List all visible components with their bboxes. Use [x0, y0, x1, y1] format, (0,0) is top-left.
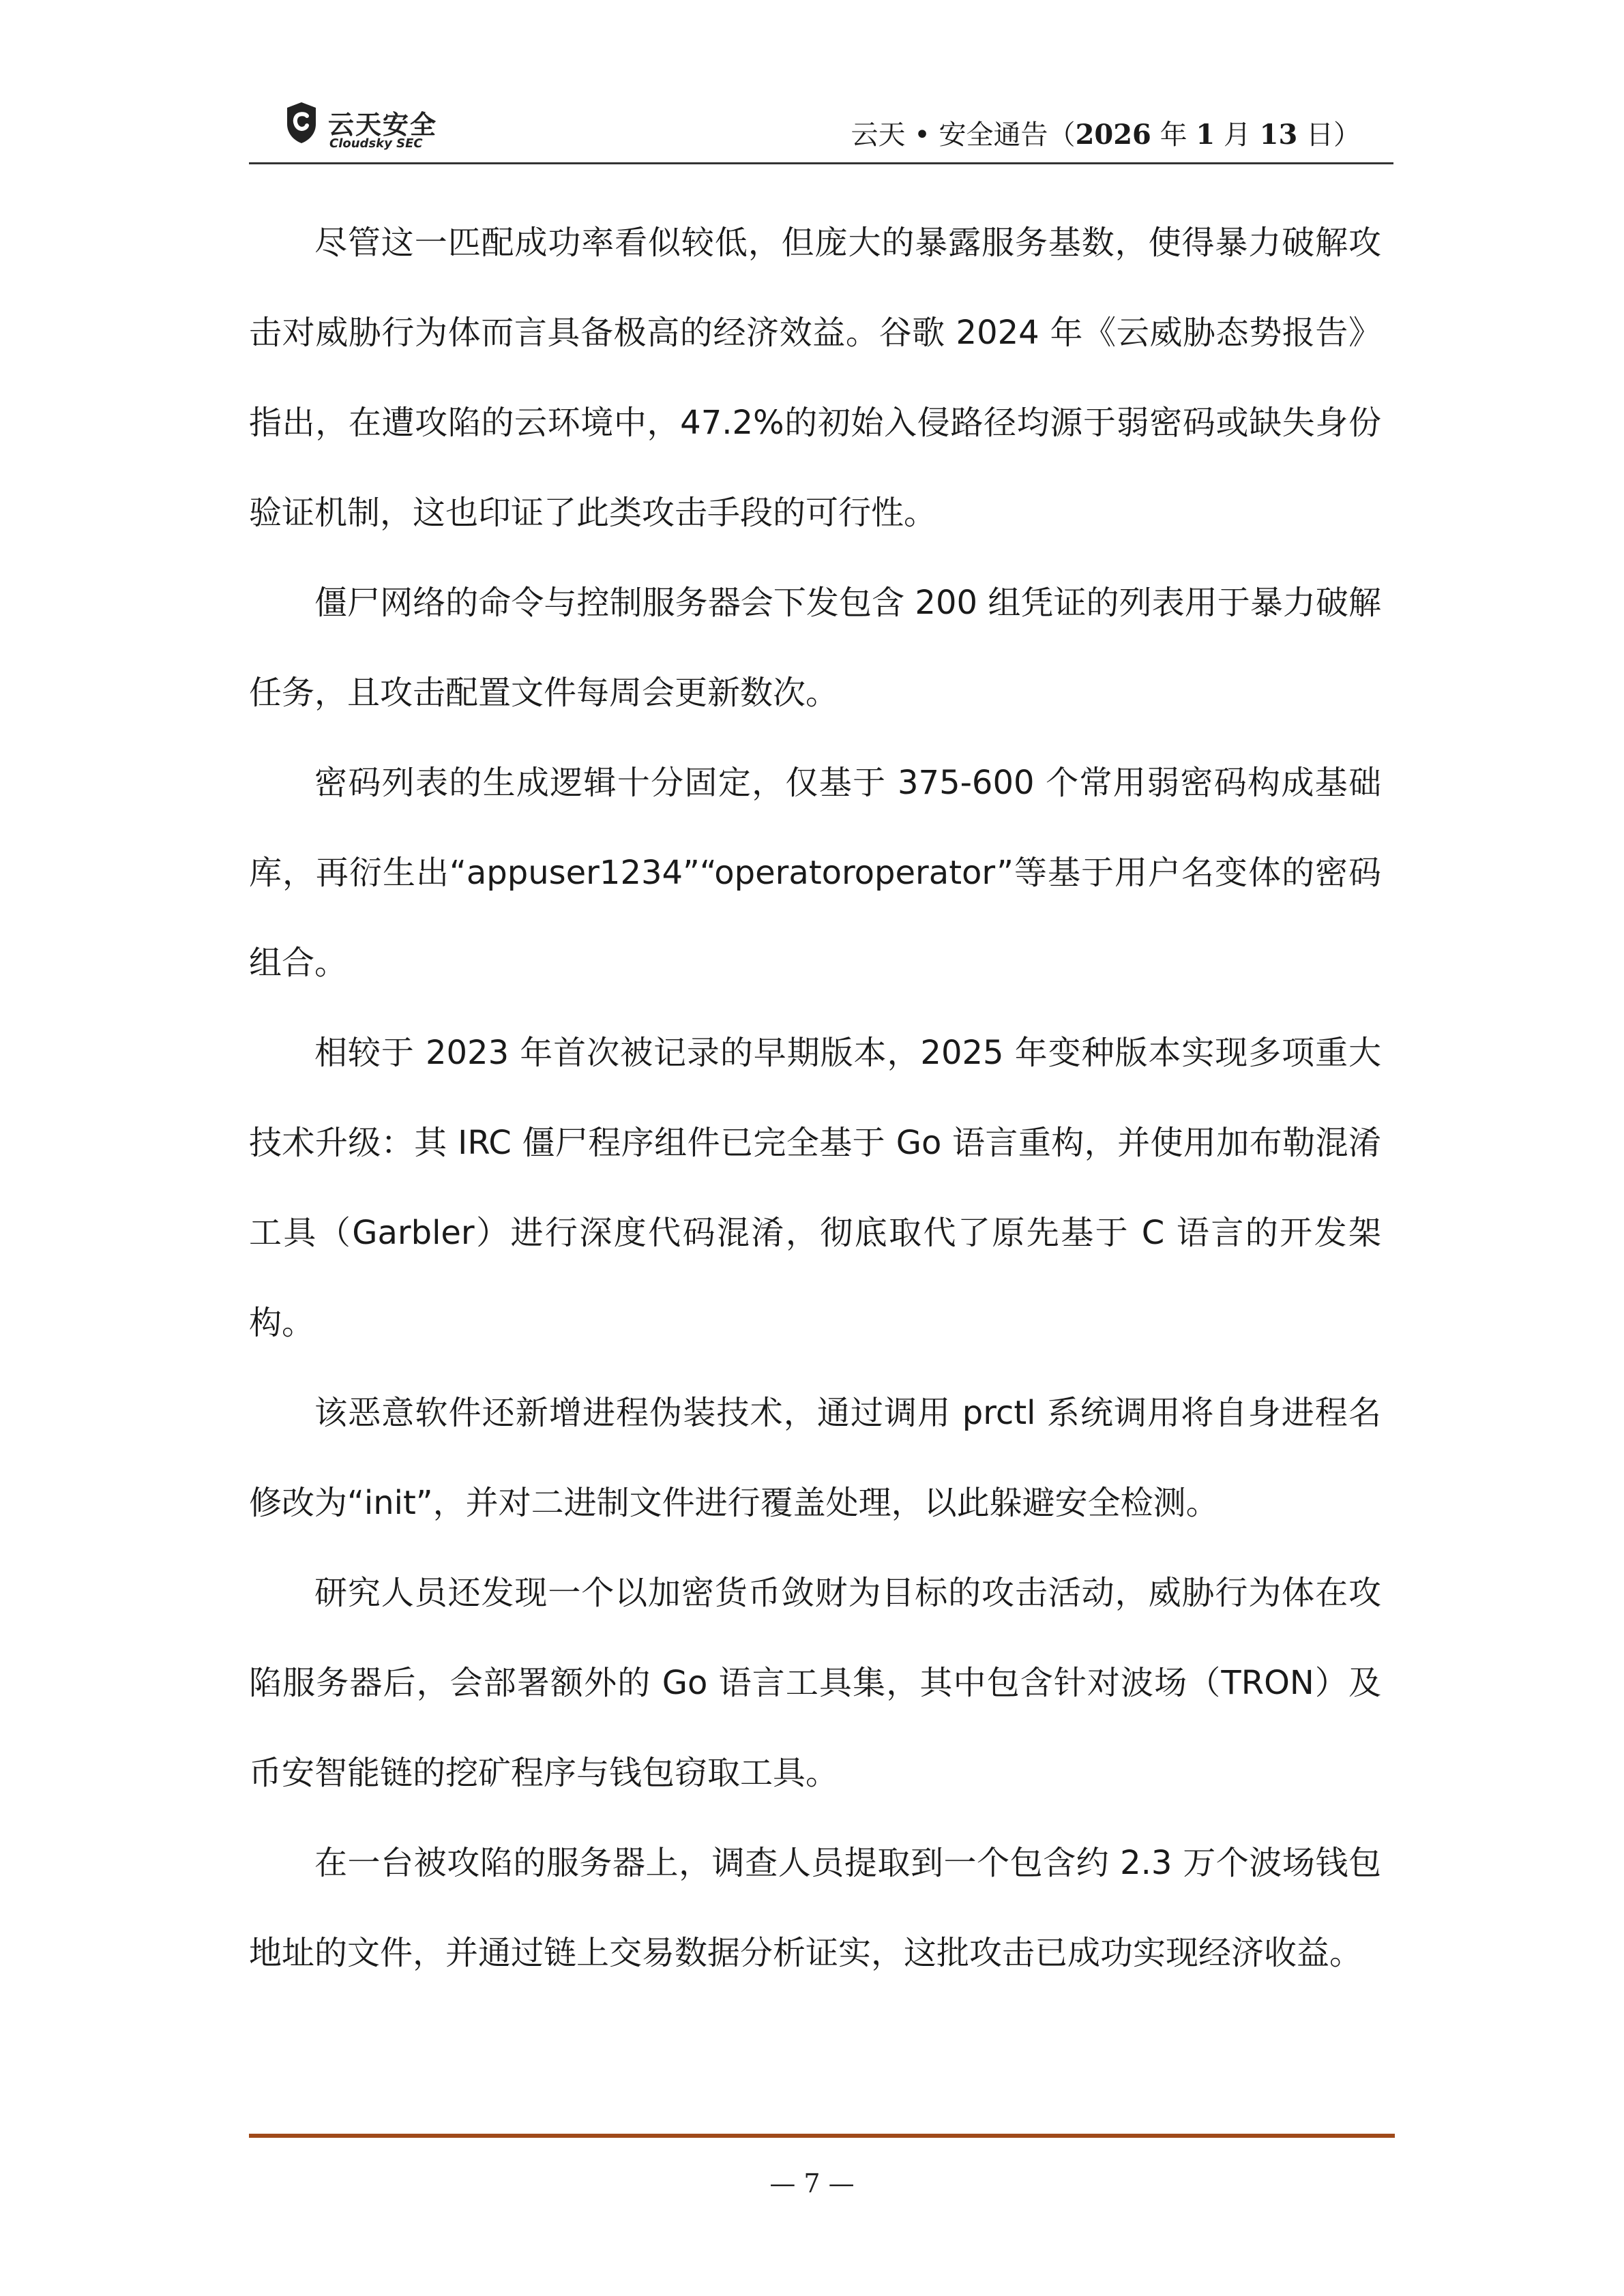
footer-divider [249, 2134, 1395, 2138]
document-body [249, 198, 1381, 1998]
paragraph-crypto-campaign: 研究人员还发现一个以加密货币敛财为目标的攻击活动，威胁行为体在攻陷服务器后，会部署额外的 Go 语言工具集，其中包含针对波场（TRON）及币安智能链的挖矿程序与钱包窃取工具。 [249, 1574, 1381, 1792]
bulletin-title [851, 113, 1361, 152]
paragraph-2025-variant: 相较于 2023 年首次被记录的早期版本，2025 年变种版本实现多项重大技术升级：其 IRC 僵尸程序组件已完全基于 Go 语言重构，并使用加布勒混淆工具（Garbler）进行深度代码混淆，彻底取代了原先基于 C 语言的开发架构。 [249, 1034, 1381, 1342]
paragraph-brute-force-economics: 尽管这一匹配成功率看似较低，但庞大的暴露服务基数，使得暴力破解攻击对威胁行为体而言具备极高的经济效益。谷歌 2024 年《云威胁态势报告》指出，在遭攻陷的云环境中，47.2%的初始入侵路径均源于弱密码或缺失身份验证机制，这也印证了此类攻击手段的可行性。 [249, 224, 1381, 532]
company-logo [284, 101, 516, 155]
bulletin-year: 2026 [1075, 119, 1151, 151]
bulletin-month: 1 [1196, 119, 1215, 151]
paragraph-c2-credentials: 僵尸网络的命令与控制服务器会下发包含 200 组凭证的列表用于暴力破解任务，且攻击配置文件每周会更新数次。 [249, 584, 1381, 712]
shield-logo-icon [284, 101, 319, 145]
bulletin-month-suffix: 月 [1215, 119, 1260, 151]
bulletin-year-suffix: 年 [1151, 119, 1196, 151]
logo-english-name: Cloudsky SEC [329, 136, 423, 151]
bulletin-day: 13 [1259, 119, 1298, 151]
page-number: — 7 — [769, 2168, 855, 2198]
page-header [249, 94, 1393, 166]
bulletin-day-suffix: 日） [1297, 119, 1361, 151]
paragraph-wallet-addresses: 在一台被攻陷的服务器上，调查人员提取到一个包含约 2.3 万个波场钱包地址的文件，并通过链上交易数据分析证实，这批攻击已成功实现经济收益。 [249, 1844, 1381, 1972]
paragraph-password-list: 密码列表的生成逻辑十分固定，仅基于 375-600 个常用弱密码构成基础库，再衍生出“appuser1234”“operatoroperator”等基于用户名变体的密码组合。 [249, 764, 1381, 982]
paragraph-process-masquerade: 该恶意软件还新增进程伪装技术，通过调用 prctl 系统调用将自身进程名修改为“init”，并对二进制文件进行覆盖处理，以此躲避安全检测。 [249, 1394, 1381, 1522]
bulletin-prefix: 云天 • 安全通告（ [851, 119, 1076, 151]
logo-chinese-name: 云天安全 [328, 110, 438, 140]
header-divider [249, 162, 1393, 164]
